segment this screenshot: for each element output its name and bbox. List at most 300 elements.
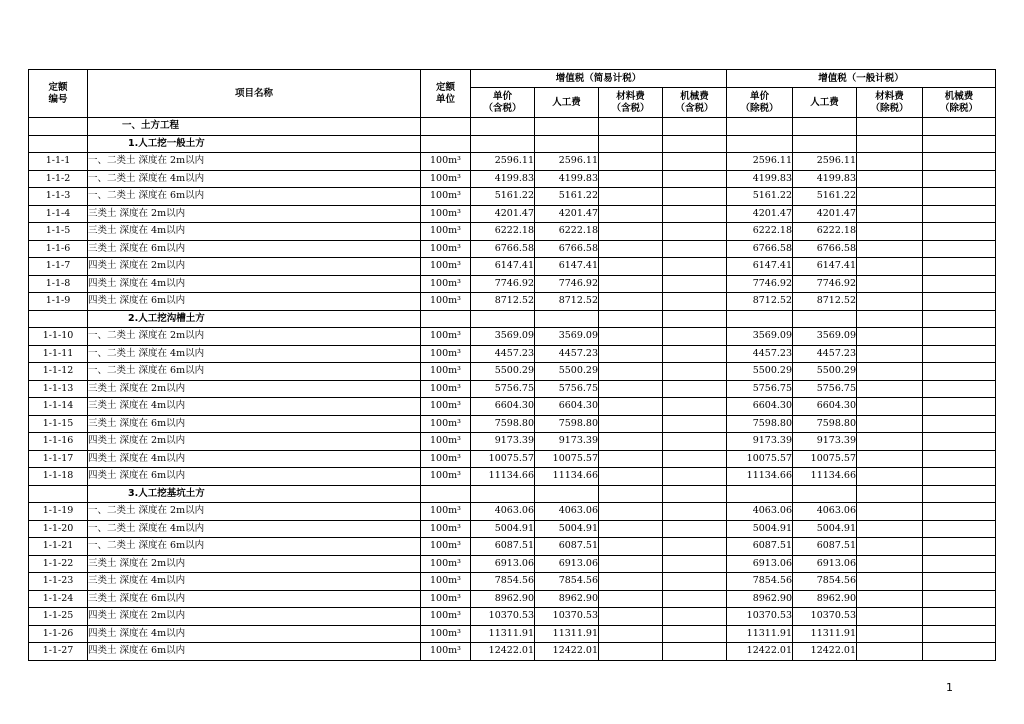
simple-machine-cost	[663, 643, 727, 661]
general-machine-cost	[923, 205, 996, 223]
quota-code: 1-1-23	[29, 573, 88, 591]
simple-machine-cost	[663, 363, 727, 381]
general-labor-cost: 2596.11	[793, 153, 857, 171]
header-code: 定额 编号	[29, 70, 88, 118]
general-machine-cost	[923, 398, 996, 416]
general-labor-cost: 3569.09	[793, 328, 857, 346]
table-row	[29, 363, 996, 381]
simple-unit-price: 4199.83	[471, 170, 535, 188]
quota-unit: 100m³	[421, 380, 471, 398]
empty-cell	[857, 485, 923, 503]
general-machine-cost	[923, 170, 996, 188]
item-name: 一、二类土 深度在 6m以内	[88, 188, 421, 206]
simple-machine-cost	[663, 275, 727, 293]
simple-material-cost	[599, 590, 663, 608]
general-unit-price: 6087.51	[727, 538, 793, 556]
general-material-cost	[857, 468, 923, 486]
general-material-cost	[857, 433, 923, 451]
simple-unit-price: 10370.53	[471, 608, 535, 626]
simple-material-cost	[599, 608, 663, 626]
simple-material-cost	[599, 520, 663, 538]
quota-code: 1-1-5	[29, 223, 88, 241]
simple-unit-price: 4063.06	[471, 503, 535, 521]
general-material-cost	[857, 555, 923, 573]
general-unit-price: 4201.47	[727, 205, 793, 223]
general-material-cost	[857, 520, 923, 538]
header-general-tax: 增值税（一般计税）	[727, 70, 996, 88]
empty-cell	[793, 135, 857, 153]
general-labor-cost: 4199.83	[793, 170, 857, 188]
header-s-machine: 机械费 （含税）	[663, 88, 727, 118]
simple-unit-price: 5500.29	[471, 363, 535, 381]
general-material-cost	[857, 503, 923, 521]
simple-material-cost	[599, 258, 663, 276]
simple-labor-cost: 10370.53	[535, 608, 599, 626]
page-number: 1	[946, 681, 953, 694]
general-unit-price: 7746.92	[727, 275, 793, 293]
table-body	[29, 118, 996, 661]
simple-machine-cost	[663, 380, 727, 398]
simple-labor-cost: 9173.39	[535, 433, 599, 451]
quota-code: 1-1-7	[29, 258, 88, 276]
simple-machine-cost	[663, 590, 727, 608]
general-material-cost	[857, 590, 923, 608]
table-row	[29, 240, 996, 258]
quota-code: 1-1-12	[29, 363, 88, 381]
empty-cell	[421, 135, 471, 153]
quota-unit: 100m³	[421, 433, 471, 451]
simple-material-cost	[599, 170, 663, 188]
simple-labor-cost: 6604.30	[535, 398, 599, 416]
simple-unit-price: 4201.47	[471, 205, 535, 223]
group-code-cell	[29, 485, 88, 503]
quota-code: 1-1-26	[29, 625, 88, 643]
table-row	[29, 503, 996, 521]
general-labor-cost: 6766.58	[793, 240, 857, 258]
table-row	[29, 223, 996, 241]
quota-unit: 100m³	[421, 625, 471, 643]
group-title: 2.人工挖沟槽土方	[88, 310, 421, 328]
empty-cell	[535, 135, 599, 153]
header-unit: 定额 单位	[421, 70, 471, 118]
quota-code: 1-1-22	[29, 555, 88, 573]
general-machine-cost	[923, 240, 996, 258]
simple-labor-cost: 3569.09	[535, 328, 599, 346]
simple-material-cost	[599, 188, 663, 206]
empty-cell	[421, 310, 471, 328]
header-g-labor: 人工费	[793, 88, 857, 118]
simple-material-cost	[599, 538, 663, 556]
general-labor-cost: 8712.52	[793, 293, 857, 311]
empty-cell	[471, 310, 535, 328]
general-machine-cost	[923, 223, 996, 241]
simple-material-cost	[599, 503, 663, 521]
general-machine-cost	[923, 608, 996, 626]
general-material-cost	[857, 643, 923, 661]
simple-unit-price: 6087.51	[471, 538, 535, 556]
quota-unit: 100m³	[421, 240, 471, 258]
table-row	[29, 328, 996, 346]
simple-machine-cost	[663, 468, 727, 486]
simple-material-cost	[599, 205, 663, 223]
general-labor-cost: 5500.29	[793, 363, 857, 381]
quota-unit: 100m³	[421, 608, 471, 626]
simple-labor-cost: 6913.06	[535, 555, 599, 573]
general-machine-cost	[923, 450, 996, 468]
quota-unit: 100m³	[421, 363, 471, 381]
simple-unit-price: 11311.91	[471, 625, 535, 643]
empty-cell	[857, 135, 923, 153]
quota-unit: 100m³	[421, 153, 471, 171]
quota-unit: 100m³	[421, 328, 471, 346]
quota-unit: 100m³	[421, 450, 471, 468]
general-material-cost	[857, 188, 923, 206]
quota-unit: 100m³	[421, 398, 471, 416]
empty-cell	[599, 485, 663, 503]
group-title: 3.人工挖基坑土方	[88, 485, 421, 503]
general-unit-price: 8712.52	[727, 293, 793, 311]
item-name: 四类土 深度在 2m以内	[88, 433, 421, 451]
item-name: 一、二类土 深度在 6m以内	[88, 538, 421, 556]
quota-unit: 100m³	[421, 555, 471, 573]
simple-material-cost	[599, 433, 663, 451]
header-s-price: 单价 （含税）	[471, 88, 535, 118]
general-labor-cost: 6222.18	[793, 223, 857, 241]
header-simple-tax: 增值税（简易计税）	[471, 70, 727, 88]
table-row	[29, 520, 996, 538]
quota-unit: 100m³	[421, 573, 471, 591]
simple-unit-price: 5004.91	[471, 520, 535, 538]
simple-unit-price: 6766.58	[471, 240, 535, 258]
quota-code: 1-1-25	[29, 608, 88, 626]
empty-cell	[923, 485, 996, 503]
empty-cell	[535, 310, 599, 328]
simple-material-cost	[599, 363, 663, 381]
quota-unit: 100m³	[421, 643, 471, 661]
general-unit-price: 4063.06	[727, 503, 793, 521]
general-machine-cost	[923, 590, 996, 608]
quota-code: 1-1-9	[29, 293, 88, 311]
general-unit-price: 6604.30	[727, 398, 793, 416]
group-title-row	[29, 485, 996, 503]
simple-unit-price: 9173.39	[471, 433, 535, 451]
table-header	[29, 70, 996, 118]
simple-unit-price: 8962.90	[471, 590, 535, 608]
simple-labor-cost: 7598.80	[535, 415, 599, 433]
empty-cell	[599, 310, 663, 328]
simple-material-cost	[599, 643, 663, 661]
group-title-row	[29, 135, 996, 153]
simple-labor-cost: 6222.18	[535, 223, 599, 241]
general-material-cost	[857, 608, 923, 626]
general-machine-cost	[923, 555, 996, 573]
general-machine-cost	[923, 328, 996, 346]
simple-material-cost	[599, 328, 663, 346]
simple-labor-cost: 5004.91	[535, 520, 599, 538]
item-name: 三类土 深度在 6m以内	[88, 240, 421, 258]
general-unit-price: 5161.22	[727, 188, 793, 206]
general-machine-cost	[923, 468, 996, 486]
simple-material-cost	[599, 345, 663, 363]
table-row	[29, 468, 996, 486]
general-labor-cost: 8962.90	[793, 590, 857, 608]
simple-unit-price: 6222.18	[471, 223, 535, 241]
general-material-cost	[857, 625, 923, 643]
header-g-material: 材料费 （除税）	[857, 88, 923, 118]
quota-code: 1-1-14	[29, 398, 88, 416]
empty-cell	[599, 135, 663, 153]
item-name: 三类土 深度在 2m以内	[88, 205, 421, 223]
quota-code: 1-1-19	[29, 503, 88, 521]
simple-material-cost	[599, 398, 663, 416]
simple-unit-price: 5756.75	[471, 380, 535, 398]
item-name: 四类土 深度在 4m以内	[88, 450, 421, 468]
simple-labor-cost: 7854.56	[535, 573, 599, 591]
simple-unit-price: 5161.22	[471, 188, 535, 206]
simple-material-cost	[599, 153, 663, 171]
general-material-cost	[857, 258, 923, 276]
table-row	[29, 450, 996, 468]
group-title-row	[29, 310, 996, 328]
simple-machine-cost	[663, 328, 727, 346]
general-unit-price: 11134.66	[727, 468, 793, 486]
general-unit-price: 10075.57	[727, 450, 793, 468]
item-name: 一、二类土 深度在 4m以内	[88, 170, 421, 188]
general-material-cost	[857, 345, 923, 363]
quota-unit: 100m³	[421, 293, 471, 311]
item-name: 三类土 深度在 4m以内	[88, 223, 421, 241]
general-machine-cost	[923, 345, 996, 363]
item-name: 三类土 深度在 2m以内	[88, 555, 421, 573]
simple-machine-cost	[663, 573, 727, 591]
general-machine-cost	[923, 520, 996, 538]
item-name: 四类土 深度在 2m以内	[88, 608, 421, 626]
general-labor-cost: 5161.22	[793, 188, 857, 206]
table-row	[29, 170, 996, 188]
simple-unit-price: 7854.56	[471, 573, 535, 591]
group-title: 1.人工挖一般土方	[88, 135, 421, 153]
simple-machine-cost	[663, 415, 727, 433]
quota-code: 1-1-27	[29, 643, 88, 661]
general-labor-cost: 7854.56	[793, 573, 857, 591]
quota-code: 1-1-1	[29, 153, 88, 171]
header-g-machine: 机械费 （除税）	[923, 88, 996, 118]
quota-unit: 100m³	[421, 345, 471, 363]
simple-machine-cost	[663, 398, 727, 416]
simple-material-cost	[599, 625, 663, 643]
general-machine-cost	[923, 625, 996, 643]
item-name: 三类土 深度在 4m以内	[88, 398, 421, 416]
simple-machine-cost	[663, 625, 727, 643]
general-machine-cost	[923, 415, 996, 433]
section-title: 一、土方工程	[88, 118, 421, 136]
simple-labor-cost: 4201.47	[535, 205, 599, 223]
simple-material-cost	[599, 240, 663, 258]
general-material-cost	[857, 328, 923, 346]
item-name: 三类土 深度在 6m以内	[88, 590, 421, 608]
simple-material-cost	[599, 275, 663, 293]
general-labor-cost: 6147.41	[793, 258, 857, 276]
general-material-cost	[857, 380, 923, 398]
quota-code: 1-1-15	[29, 415, 88, 433]
quota-unit: 100m³	[421, 188, 471, 206]
simple-unit-price: 11134.66	[471, 468, 535, 486]
item-name: 一、二类土 深度在 2m以内	[88, 328, 421, 346]
general-machine-cost	[923, 258, 996, 276]
general-material-cost	[857, 153, 923, 171]
quota-code: 1-1-17	[29, 450, 88, 468]
empty-cell	[727, 485, 793, 503]
general-material-cost	[857, 415, 923, 433]
general-material-cost	[857, 363, 923, 381]
table-row	[29, 345, 996, 363]
quota-unit: 100m³	[421, 415, 471, 433]
general-unit-price: 3569.09	[727, 328, 793, 346]
header-s-labor: 人工费	[535, 88, 599, 118]
table-row	[29, 258, 996, 276]
simple-machine-cost	[663, 608, 727, 626]
item-name: 三类土 深度在 6m以内	[88, 415, 421, 433]
general-machine-cost	[923, 380, 996, 398]
simple-labor-cost: 4199.83	[535, 170, 599, 188]
general-labor-cost: 5756.75	[793, 380, 857, 398]
general-machine-cost	[923, 643, 996, 661]
quota-unit: 100m³	[421, 503, 471, 521]
empty-cell	[535, 485, 599, 503]
quota-unit: 100m³	[421, 205, 471, 223]
simple-unit-price: 8712.52	[471, 293, 535, 311]
simple-labor-cost: 12422.01	[535, 643, 599, 661]
simple-machine-cost	[663, 345, 727, 363]
table-row	[29, 205, 996, 223]
empty-cell	[663, 485, 727, 503]
simple-machine-cost	[663, 293, 727, 311]
quota-table	[28, 69, 996, 661]
table-row	[29, 433, 996, 451]
group-code-cell	[29, 135, 88, 153]
general-machine-cost	[923, 573, 996, 591]
simple-unit-price: 6913.06	[471, 555, 535, 573]
item-name: 四类土 深度在 4m以内	[88, 275, 421, 293]
simple-labor-cost: 5500.29	[535, 363, 599, 381]
table-row	[29, 380, 996, 398]
general-material-cost	[857, 398, 923, 416]
general-unit-price: 12422.01	[727, 643, 793, 661]
simple-unit-price: 7598.80	[471, 415, 535, 433]
general-labor-cost: 12422.01	[793, 643, 857, 661]
simple-material-cost	[599, 450, 663, 468]
item-name: 一、二类土 深度在 6m以内	[88, 363, 421, 381]
header-name: 项目名称	[88, 70, 421, 118]
table-row	[29, 625, 996, 643]
empty-cell	[857, 310, 923, 328]
simple-machine-cost	[663, 188, 727, 206]
general-labor-cost: 6913.06	[793, 555, 857, 573]
simple-material-cost	[599, 293, 663, 311]
quota-unit: 100m³	[421, 520, 471, 538]
general-material-cost	[857, 275, 923, 293]
item-name: 一、二类土 深度在 2m以内	[88, 503, 421, 521]
general-labor-cost: 11311.91	[793, 625, 857, 643]
item-name: 四类土 深度在 6m以内	[88, 468, 421, 486]
simple-material-cost	[599, 223, 663, 241]
item-name: 四类土 深度在 4m以内	[88, 625, 421, 643]
quota-code: 1-1-4	[29, 205, 88, 223]
general-material-cost	[857, 538, 923, 556]
empty-cell	[727, 135, 793, 153]
general-machine-cost	[923, 433, 996, 451]
quota-code: 1-1-16	[29, 433, 88, 451]
simple-labor-cost: 8962.90	[535, 590, 599, 608]
general-unit-price: 6147.41	[727, 258, 793, 276]
general-labor-cost: 7598.80	[793, 415, 857, 433]
empty-cell	[793, 310, 857, 328]
general-unit-price: 6913.06	[727, 555, 793, 573]
empty-cell	[471, 485, 535, 503]
item-name: 一、二类土 深度在 2m以内	[88, 153, 421, 171]
simple-labor-cost: 2596.11	[535, 153, 599, 171]
general-unit-price: 7598.80	[727, 415, 793, 433]
quota-code: 1-1-20	[29, 520, 88, 538]
general-labor-cost: 7746.92	[793, 275, 857, 293]
quota-code: 1-1-18	[29, 468, 88, 486]
section-row	[29, 118, 996, 136]
simple-labor-cost: 5161.22	[535, 188, 599, 206]
general-material-cost	[857, 240, 923, 258]
simple-unit-price: 3569.09	[471, 328, 535, 346]
general-machine-cost	[923, 153, 996, 171]
general-labor-cost: 4201.47	[793, 205, 857, 223]
simple-labor-cost: 6147.41	[535, 258, 599, 276]
general-unit-price: 10370.53	[727, 608, 793, 626]
simple-labor-cost: 4457.23	[535, 345, 599, 363]
quota-unit: 100m³	[421, 538, 471, 556]
empty-cell	[727, 310, 793, 328]
general-labor-cost: 11134.66	[793, 468, 857, 486]
table-row	[29, 415, 996, 433]
table-row	[29, 538, 996, 556]
quota-unit: 100m³	[421, 223, 471, 241]
simple-material-cost	[599, 573, 663, 591]
simple-material-cost	[599, 468, 663, 486]
simple-machine-cost	[663, 538, 727, 556]
general-material-cost	[857, 205, 923, 223]
general-labor-cost: 5004.91	[793, 520, 857, 538]
general-material-cost	[857, 223, 923, 241]
simple-labor-cost: 6766.58	[535, 240, 599, 258]
general-unit-price: 2596.11	[727, 153, 793, 171]
simple-labor-cost: 6087.51	[535, 538, 599, 556]
quota-code: 1-1-13	[29, 380, 88, 398]
quota-unit: 100m³	[421, 590, 471, 608]
simple-machine-cost	[663, 258, 727, 276]
general-machine-cost	[923, 275, 996, 293]
simple-unit-price: 7746.92	[471, 275, 535, 293]
item-name: 三类土 深度在 4m以内	[88, 573, 421, 591]
table-row	[29, 188, 996, 206]
simple-unit-price: 12422.01	[471, 643, 535, 661]
general-labor-cost: 6087.51	[793, 538, 857, 556]
simple-machine-cost	[663, 240, 727, 258]
general-unit-price: 11311.91	[727, 625, 793, 643]
general-labor-cost: 4457.23	[793, 345, 857, 363]
simple-labor-cost: 4063.06	[535, 503, 599, 521]
simple-labor-cost: 7746.92	[535, 275, 599, 293]
simple-labor-cost: 8712.52	[535, 293, 599, 311]
item-name: 四类土 深度在 2m以内	[88, 258, 421, 276]
simple-labor-cost: 10075.57	[535, 450, 599, 468]
quota-code: 1-1-10	[29, 328, 88, 346]
